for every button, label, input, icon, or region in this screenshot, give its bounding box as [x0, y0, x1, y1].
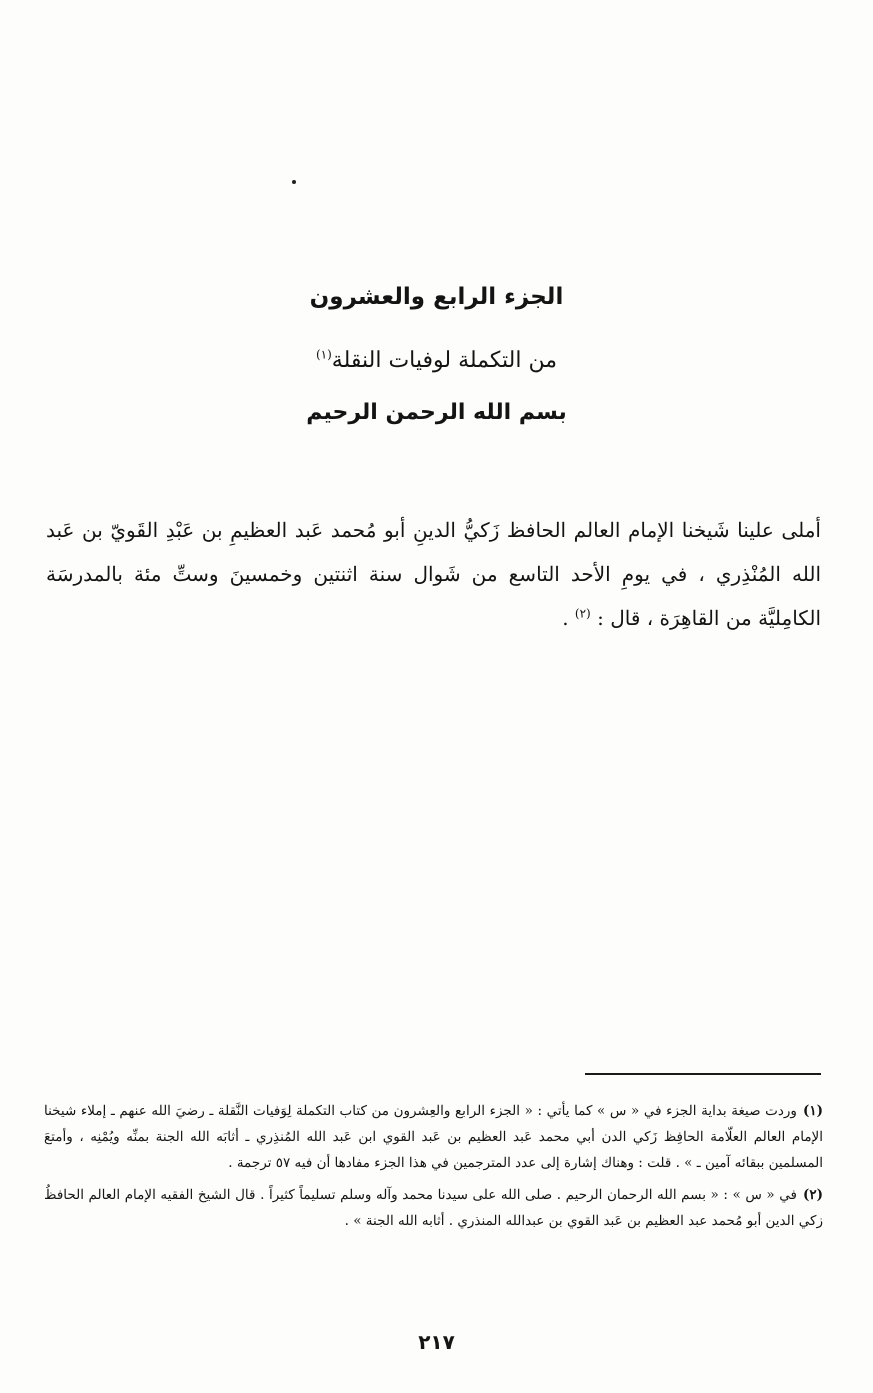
footnotes — [44, 1098, 823, 1240]
footnote-2 — [44, 1182, 823, 1234]
page-number: ٢١٧ — [418, 1330, 455, 1354]
footnote-ref-2: (٢) — [574, 606, 591, 621]
footnote-text: في « س » : « بسم الله الرحمان الرحيم . صلى الله على سيدنا محمد وآله وسلم تسليماً كثيراً . قال الشيخ الفقيه الإمام العالم الحافظُ زكي الدين أبو مُحمد عبد العظيم بن عَبد القوي بن عبدالله المنذري . أثابه الله الجنة » . — [44, 1187, 823, 1229]
intro-paragraph — [46, 508, 821, 640]
footnote-ref-1: (١) — [315, 347, 332, 362]
footnote-divider — [585, 1073, 821, 1075]
part-title: الجزء الرابع والعشرون — [309, 284, 564, 310]
intro-end: . — [562, 606, 569, 630]
heading-block — [0, 280, 873, 430]
intro-text: أملى علينا شَيخنا الإمام العالم الحافظ زَكيُّ الدينِ أبو مُحمد عَبد العظيمِ بن عَبْدِ القَويّ بن عَبد الله المُنْذِري ، في يومِ الأحد التاسع من شَوال سنة اثنتين وخمسينَ وستِّ مئة بالمدرسَة الكامِليَّة من القاهِرَة ، قال : — [46, 518, 821, 630]
footnote-text: وردت صيغة بداية الجزء في « س » كما يأتي : « الجزء الرابع والعِشرون من كتاب التكملة لِوَفيات النَّقلة ـ رضيَ الله عنهم ـ إملاء شيخنا الإمام العالم العلّامة الحافِظ زَكي الدن أبي محمد عَبد العظيم بن عَبد القوي ابن عَبد الله المُنذِري ـ أثابَه الله الجنة بمنِّه ويُمْنِه ، وأمتعَ المسلمين ببقائه آمين ـ » . قلت : وهناك إشارة إلى عدد المترجمين في هذا الجزء مفادها أن فيه ٥٧ ترجمة . — [44, 1103, 823, 1171]
footnote-number: (٢) — [802, 1187, 823, 1203]
print-speck — [292, 180, 296, 184]
footnote-1 — [44, 1098, 823, 1176]
footnote-number: (١) — [802, 1103, 823, 1119]
basmala: بسم الله الرحمن الرحيم — [306, 400, 567, 425]
subtitle-text: من التكملة لوفيات النقلة — [331, 348, 558, 373]
subtitle — [0, 344, 873, 378]
